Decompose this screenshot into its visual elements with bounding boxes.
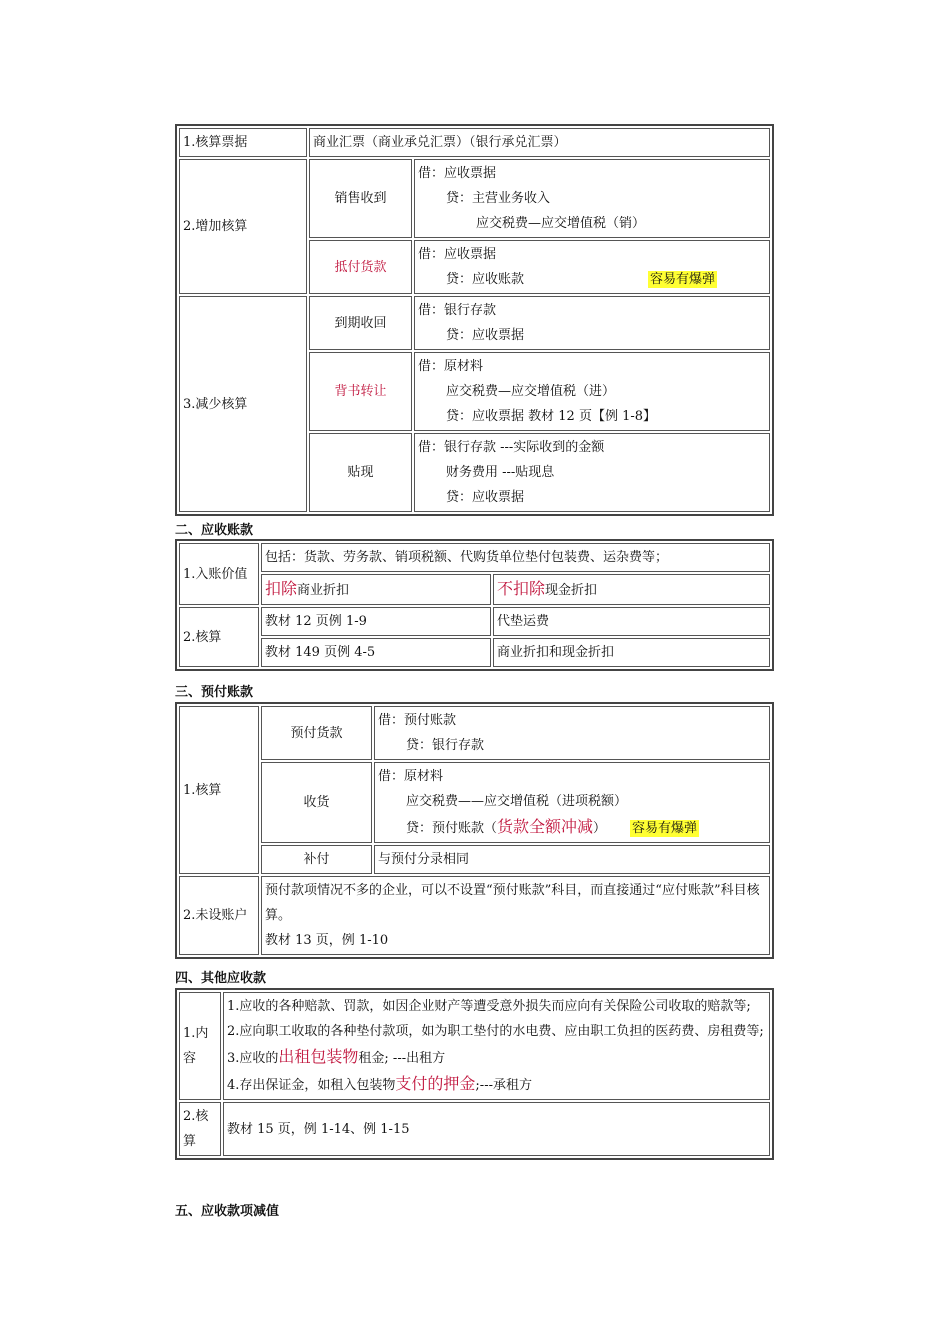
entry-line [418, 267, 766, 292]
case-label: 补付 [261, 845, 372, 874]
ref-cell: 教材 12 页例 1-9 [261, 607, 491, 636]
entry-line: 借：应收票据 [418, 247, 497, 262]
warning-badge: 容易有爆弹 [632, 821, 698, 836]
entry-line: 财务费用 ---贴现息 [446, 465, 555, 480]
row-label: 2.未设账户 [179, 876, 259, 955]
paragraph: 预付款项情况不多的企业，可以不设置“预付账款”科目，而直接通过“应付账款”科目核算。 [265, 883, 760, 923]
case-label: 收货 [261, 762, 372, 843]
row-label: 1.核算票据 [179, 128, 307, 157]
entry-line: 应交税费—应交增值税（进） [446, 384, 616, 399]
row-label: 2.核算 [179, 1102, 221, 1156]
row-content [223, 992, 770, 1100]
note-cell: 商业折扣和现金折扣 [493, 638, 770, 667]
entry-line: 借：银行存款 ---实际收到的金额 [418, 440, 605, 455]
entry-line: 借：应收票据 [418, 166, 497, 181]
row-content [261, 876, 770, 955]
entry-line: 借：原材料 [378, 769, 444, 784]
emphasis-text: 出租包装物 [278, 1047, 359, 1066]
entry [414, 240, 770, 294]
list-item [227, 1044, 766, 1071]
row-label: 3.减少核算 [179, 296, 307, 512]
entry-line: 应交税费——应交增值税（进项税额） [406, 794, 628, 809]
entry-line: 贷：应收票据 [446, 328, 525, 343]
case-label-highlight: 抵付货款 [309, 240, 412, 294]
list-item [227, 1071, 766, 1098]
entry [414, 159, 770, 238]
entry-text: 贷：预付账款（ [406, 821, 498, 836]
row-content: 包括：货款、劳务款、销项税额、代购货单位垫付包装费、运杂费等； [261, 543, 770, 572]
case-label: 销售收到 [309, 159, 412, 238]
row-content: 与预付分录相同 [374, 845, 770, 874]
entry-line: 借：预付账款 [378, 713, 457, 728]
emphasis-text: 不扣除 [497, 579, 546, 598]
row-label: 1.内容 [179, 992, 221, 1100]
entry-line: 应交税费—应交增值税（销） [476, 216, 646, 231]
entry-line: 贷：应收票据 [446, 490, 525, 505]
accounts-receivable-table [175, 539, 774, 671]
case-label: 到期收回 [309, 296, 412, 350]
plain-text: 租金; ---出租方 [358, 1051, 446, 1066]
ref-cell: 教材 149 页例 4-5 [261, 638, 491, 667]
row-content: 教材 15 页，例 1-14、例 1-15 [223, 1102, 770, 1156]
row-label: 1.核算 [179, 706, 259, 874]
row-label: 2.核算 [179, 607, 259, 667]
note-cell: 代垫运费 [493, 607, 770, 636]
nodeduct-cell [493, 574, 770, 605]
other-receivables-table [175, 988, 774, 1160]
case-label: 贴现 [309, 433, 412, 512]
prepayments-table [175, 702, 774, 959]
emphasis-text: 货款全额冲减 [497, 817, 594, 836]
entry-line [378, 814, 766, 841]
plain-text: ;---承租方 [475, 1078, 532, 1093]
entry-line: 贷：主营业务收入 [446, 191, 551, 206]
row-label: 2.增加核算 [179, 159, 307, 294]
entry [414, 296, 770, 350]
plain-text: 4.存出保证金，如租入包装物 [227, 1078, 396, 1093]
emphasis-text: 支付的押金 [395, 1074, 476, 1093]
entry-line: 贷：银行存款 [406, 738, 485, 753]
entry [374, 762, 770, 843]
case-label-highlight: 背书转让 [309, 352, 412, 431]
list-item: 1.应收的各种赔款、罚款，如因企业财产等遭受意外损失而应向有关保险公司收取的赔款等; [227, 999, 751, 1014]
ref-line: 教材 13 页，例 1-10 [265, 933, 389, 948]
notes-receivable-table [175, 124, 774, 516]
section-title: 四、其他应收款 [175, 971, 267, 986]
entry [414, 352, 770, 431]
row-label: 1.入账价值 [179, 543, 259, 605]
section-title: 五、应收款项减值 [175, 1204, 280, 1219]
plain-text: 商业折扣 [297, 583, 350, 598]
plain-text: 3.应收的 [227, 1051, 279, 1066]
section-title: 二、应收账款 [175, 523, 254, 538]
entry-text: ） [593, 821, 607, 836]
entry-line: 贷：应收票据 教材 12 页【例 1-8】 [446, 409, 657, 424]
entry-line: 借：原材料 [418, 359, 484, 374]
entry-text: 贷：应收账款 [446, 272, 525, 287]
list-item: 2.应向职工收取的各种垫付款项，如为职工垫付的水电费、应由职工负担的医药费、房租费等; [227, 1024, 764, 1039]
plain-text: 现金折扣 [545, 583, 598, 598]
emphasis-text: 扣除 [265, 579, 298, 598]
warning-badge: 容易有爆弹 [650, 272, 716, 287]
entry [414, 433, 770, 512]
row-content: 商业汇票（商业承兑汇票）（银行承兑汇票） [309, 128, 770, 157]
entry [374, 706, 770, 760]
case-label: 预付货款 [261, 706, 372, 760]
entry-line: 借：银行存款 [418, 303, 497, 318]
deduct-cell [261, 574, 491, 605]
section-title: 三、预付账款 [175, 685, 254, 700]
